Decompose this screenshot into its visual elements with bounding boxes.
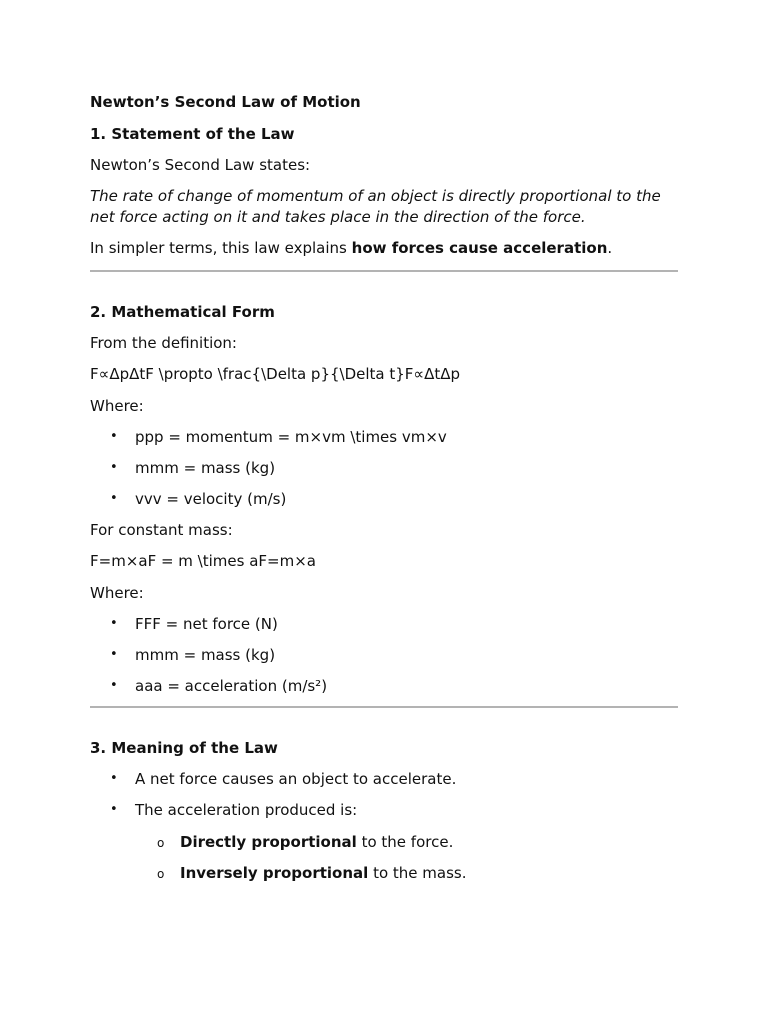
list-item: • vvv = velocity (m/s) <box>90 489 678 509</box>
proportionality-sublist <box>135 832 678 883</box>
section-divider <box>90 706 678 708</box>
sublist-item-text: to the force. <box>356 833 454 851</box>
sublist-item-text: to the mass. <box>368 864 467 882</box>
force-formula: F=m×aF = m \times aF=m×a <box>90 552 316 570</box>
variables-list <box>90 614 678 696</box>
simpler-terms-bold: how forces cause acceleration <box>351 239 608 257</box>
constant-mass-text: For constant mass: <box>90 521 233 539</box>
simpler-terms-paragraph <box>90 238 678 258</box>
list-item-text: The acceleration produced is: <box>135 801 358 819</box>
simpler-terms-suffix: . <box>607 239 613 257</box>
sublist-item-bold: Inversely proportional <box>180 864 369 882</box>
document-title: Newton’s Second Law of Motion <box>90 93 361 111</box>
sublist-item-bold: Directly proportional <box>180 833 357 851</box>
section-2-heading: 2. Mathematical Form <box>90 303 275 321</box>
where-label: Where: <box>90 397 144 415</box>
variables-list <box>90 427 678 509</box>
law-statement-quote: The rate of change of momentum of an object is directly proportional to the net force acting on it and takes place in the direction of the force. <box>90 187 661 226</box>
list-item: • aaa = acceleration (m/s²) <box>90 676 678 696</box>
list-item: • FFF = net force (N) <box>90 614 678 634</box>
from-definition-text: From the definition: <box>90 334 237 352</box>
meaning-list <box>90 769 678 883</box>
section-divider <box>90 270 678 272</box>
simpler-terms-prefix: In simpler terms, this law explains <box>90 239 352 257</box>
list-item: • mmm = mass (kg) <box>90 645 678 665</box>
list-item: • mmm = mass (kg) <box>90 458 678 478</box>
list-item <box>90 800 678 883</box>
list-item: • A net force causes an object to accelerate. <box>90 769 678 789</box>
momentum-formula: F∝ΔpΔtF \propto \frac{\Delta p}{\Delta t}F∝ΔtΔp <box>90 365 461 383</box>
section-1-intro: Newton’s Second Law states: <box>90 156 311 174</box>
section-1-heading: 1. Statement of the Law <box>90 125 295 143</box>
sublist-item <box>135 863 678 883</box>
list-item: • ppp = momentum = m×vm \times vm×v <box>90 427 678 447</box>
document-content <box>90 92 678 894</box>
where-label: Where: <box>90 584 144 602</box>
sublist-item <box>135 832 678 852</box>
section-3-heading: 3. Meaning of the Law <box>90 739 278 757</box>
